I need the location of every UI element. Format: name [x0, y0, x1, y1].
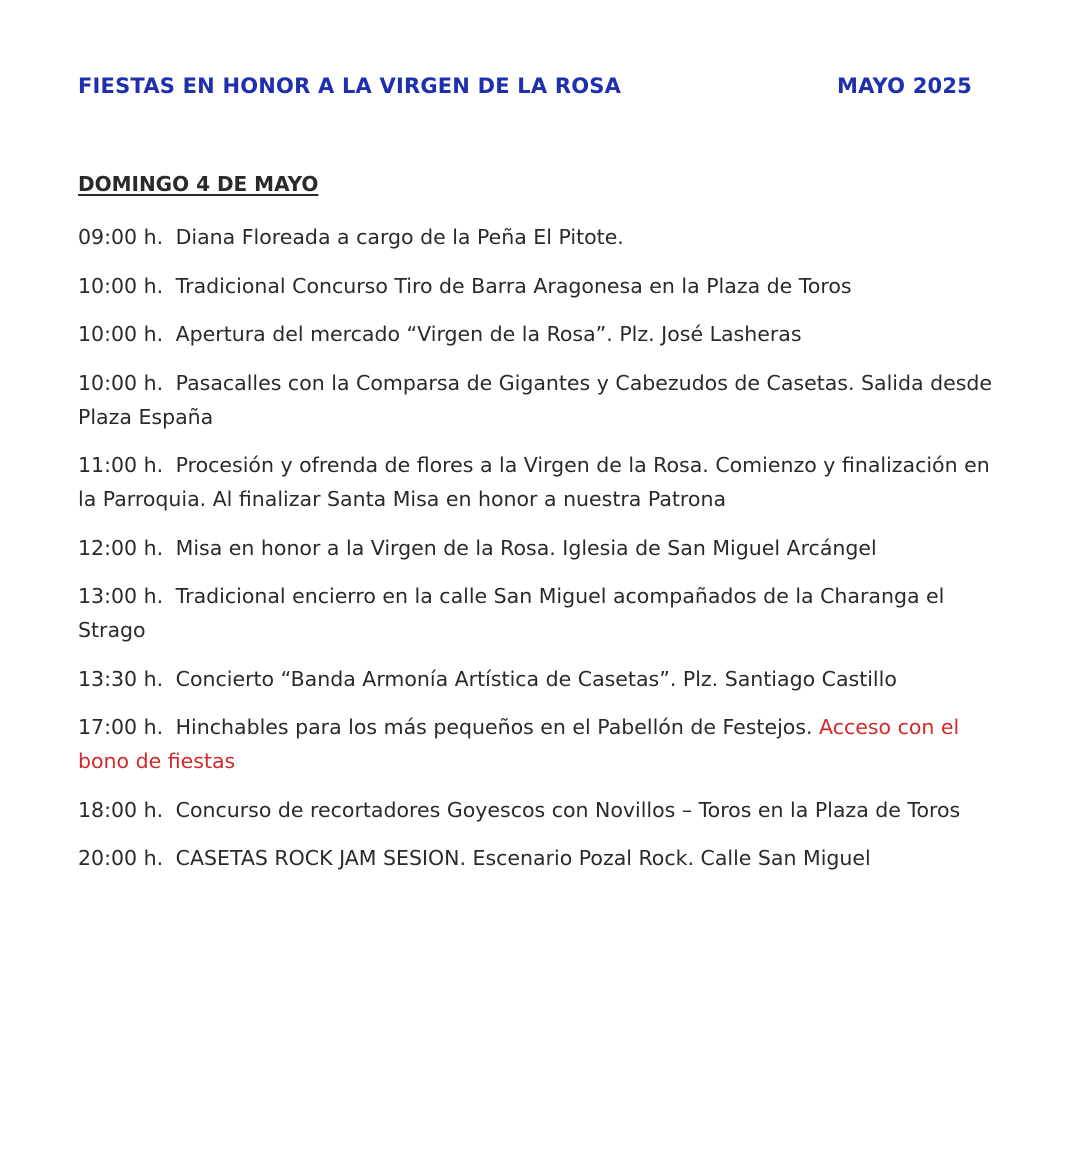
event-text: Concierto “Banda Armonía Artística de Casetas”. Plz. Santiago Castillo — [175, 666, 897, 691]
day-heading: DOMINGO 4 DE MAYO — [78, 172, 319, 196]
event-item — [78, 710, 1008, 778]
event-item — [78, 531, 1008, 565]
event-item — [78, 269, 1008, 303]
event-text: Diana Floreada a cargo de la Peña El Pitote. — [175, 225, 624, 249]
event-text: Tradicional encierro en la calle San Miguel acompañados de la Charanga el Strago — [78, 584, 945, 642]
event-text: Procesión y ofrenda de flores a la Virgen de la Rosa. Comienzo y finalización en la Parroquia. Al finalizar Santa Misa en honor a nuestra Patrona — [78, 453, 990, 511]
event-time: 17:00 h. — [78, 715, 164, 739]
event-item — [78, 317, 1008, 351]
event-item — [78, 448, 1008, 516]
event-time: 13:30 h. — [78, 666, 164, 691]
event-item — [78, 841, 1008, 875]
event-time: 09:00 h. — [78, 225, 164, 249]
event-time: 12:00 h. — [78, 535, 164, 560]
event-list — [78, 220, 1008, 890]
event-time: 13:00 h. — [78, 584, 164, 608]
event-time: 11:00 h. — [78, 453, 164, 477]
page-date: MAYO 2025 — [836, 74, 972, 98]
event-time: 10:00 h. — [78, 370, 164, 395]
event-text: Misa en honor a la Virgen de la Rosa. Iglesia de San Miguel Arcángel — [175, 535, 877, 560]
event-time: 10:00 h. — [78, 322, 164, 346]
event-text: Apertura del mercado “Virgen de la Rosa”. Plz. José Lasheras — [175, 322, 802, 346]
event-item — [78, 220, 1008, 254]
event-text: CASETAS ROCK JAM SESION. Escenario Pozal Rock. Calle San Miguel — [175, 846, 871, 870]
event-item — [78, 366, 1008, 434]
event-item — [78, 579, 1008, 647]
event-note: Acceso con el bono de fiestas — [78, 715, 960, 773]
event-text: Concurso de recortadores Goyescos con Novillos – Toros en la Plaza de Toros — [175, 797, 961, 822]
event-text: Pasacalles con la Comparsa de Gigantes y Cabezudos de Casetas. Salida desde Plaza España — [78, 370, 993, 429]
event-item — [78, 662, 1008, 696]
event-text: Hinchables para los más pequeños en el Pabellón de Festejos. — [175, 715, 820, 739]
event-time: 10:00 h. — [78, 273, 164, 298]
event-text: Tradicional Concurso Tiro de Barra Aragonesa en la Plaza de Toros — [175, 273, 852, 298]
event-time: 20:00 h. — [78, 846, 164, 870]
event-time: 18:00 h. — [78, 797, 164, 822]
page-header — [78, 74, 972, 106]
page-title: FIESTAS EN HONOR A LA VIRGEN DE LA ROSA — [78, 74, 622, 98]
event-item — [78, 793, 1008, 827]
